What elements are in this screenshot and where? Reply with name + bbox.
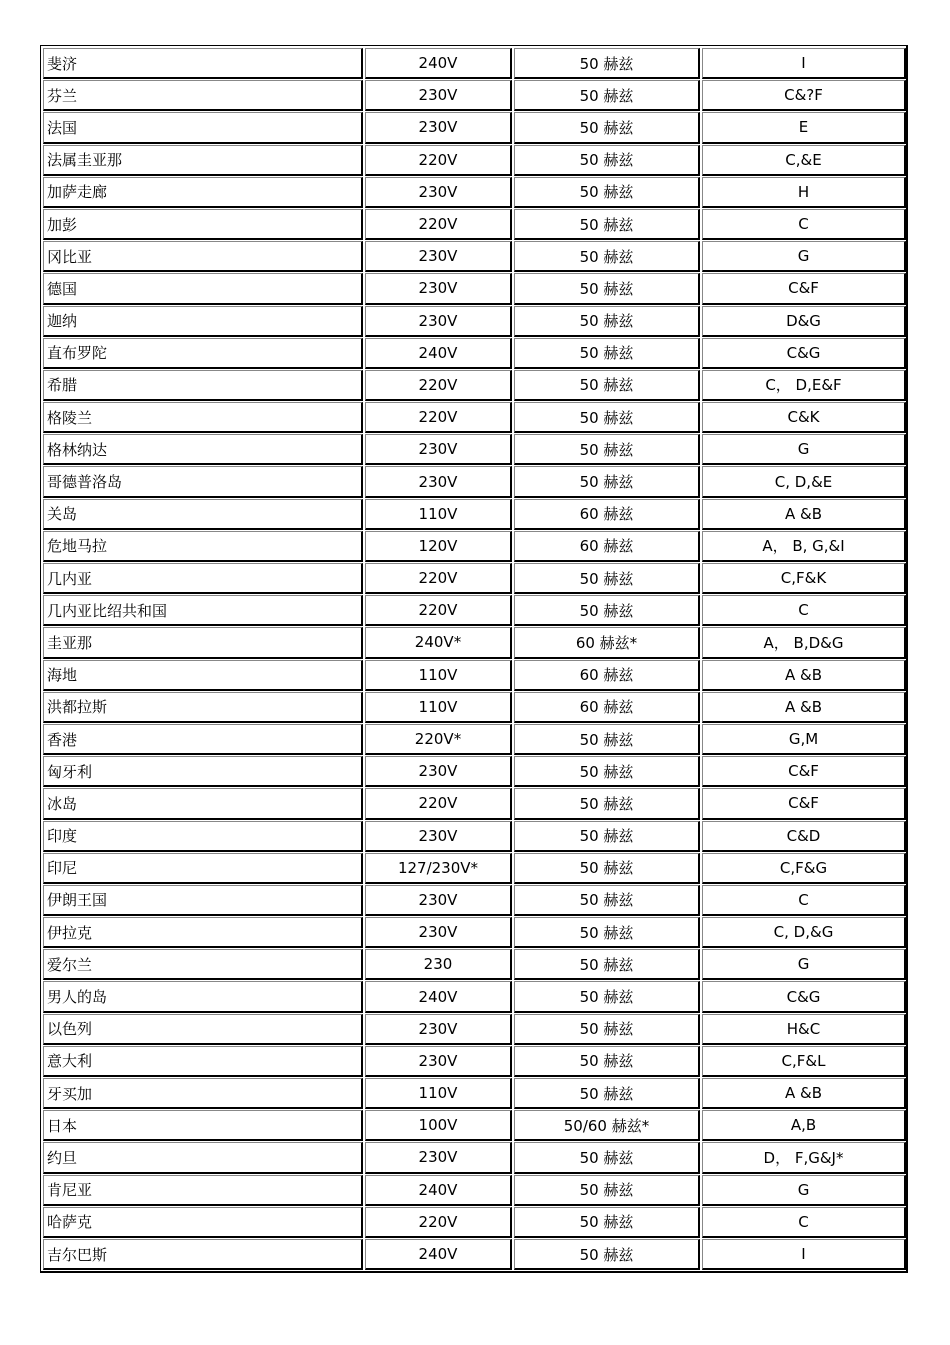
voltage-cell: 220V xyxy=(365,1207,512,1238)
country-cell: 直布罗陀 xyxy=(43,338,363,369)
country-cell: 牙买加 xyxy=(43,1078,363,1109)
table-row xyxy=(43,498,906,530)
voltage-cell: 110V xyxy=(365,499,512,530)
table-row xyxy=(43,562,906,594)
plug-type-cell: C,&E xyxy=(702,145,906,176)
table-row xyxy=(43,1238,906,1270)
plug-type-cell: C xyxy=(702,1207,906,1238)
frequency-cell: 50 赫兹 xyxy=(514,1078,700,1109)
country-cell: 意大利 xyxy=(43,1046,363,1077)
frequency-cell: 50 赫兹 xyxy=(514,241,700,272)
voltage-cell: 230V xyxy=(365,917,512,948)
frequency-cell: 50 赫兹 xyxy=(514,112,700,143)
table-row xyxy=(43,337,906,369)
frequency-cell: 50 赫兹 xyxy=(514,917,700,948)
frequency-cell: 60 赫兹 xyxy=(514,531,700,562)
country-cell: 吉尔巴斯 xyxy=(43,1239,363,1270)
plug-type-cell: G xyxy=(702,241,906,272)
table-row xyxy=(43,1077,906,1109)
country-cell: 哈萨克 xyxy=(43,1207,363,1238)
country-cell: 伊拉克 xyxy=(43,917,363,948)
plug-type-cell: A &B xyxy=(702,499,906,530)
table-row xyxy=(43,79,906,111)
country-cell: 加萨走廊 xyxy=(43,177,363,208)
country-cell: 关岛 xyxy=(43,499,363,530)
frequency-cell: 50 赫兹 xyxy=(514,1014,700,1045)
frequency-cell: 50 赫兹 xyxy=(514,434,700,465)
table-row xyxy=(43,884,906,916)
plug-type-cell: C&F xyxy=(702,788,906,819)
voltage-cell: 220V* xyxy=(365,724,512,755)
voltage-cell: 127/230V* xyxy=(365,853,512,884)
frequency-cell: 60 赫兹 xyxy=(514,692,700,723)
voltage-cell: 240V* xyxy=(365,627,512,658)
plug-type-cell: C xyxy=(702,595,906,626)
plug-type-cell: C&F xyxy=(702,273,906,304)
table-row xyxy=(43,369,906,401)
plug-type-cell: C, D,&G xyxy=(702,917,906,948)
country-cell: 格林纳达 xyxy=(43,434,363,465)
plug-type-cell: C, D,&E xyxy=(702,466,906,497)
frequency-cell: 50 赫兹 xyxy=(514,756,700,787)
frequency-cell: 50 赫兹 xyxy=(514,885,700,916)
voltage-cell: 110V xyxy=(365,1078,512,1109)
plug-type-cell: C&?F xyxy=(702,80,906,111)
country-cell: 日本 xyxy=(43,1110,363,1141)
table-row xyxy=(43,852,906,884)
country-cell: 芬兰 xyxy=(43,80,363,111)
country-cell: 德国 xyxy=(43,273,363,304)
table-row xyxy=(43,465,906,497)
country-cell: 法国 xyxy=(43,112,363,143)
table-row xyxy=(43,755,906,787)
voltage-cell: 100V xyxy=(365,1110,512,1141)
voltage-cell: 220V xyxy=(365,145,512,176)
country-cell: 以色列 xyxy=(43,1014,363,1045)
plug-type-cell: G xyxy=(702,434,906,465)
plug-type-cell: I xyxy=(702,1239,906,1270)
table-row xyxy=(43,401,906,433)
voltage-cell: 110V xyxy=(365,660,512,691)
table-row xyxy=(43,176,906,208)
frequency-cell: 50 赫兹 xyxy=(514,370,700,401)
plug-type-cell: A， B, G,&I xyxy=(702,531,906,562)
voltage-cell: 230V xyxy=(365,434,512,465)
voltage-cell: 230V xyxy=(365,306,512,337)
table-row xyxy=(43,272,906,304)
frequency-cell: 50 赫兹 xyxy=(514,949,700,980)
country-cell: 危地马拉 xyxy=(43,531,363,562)
frequency-cell: 50 赫兹 xyxy=(514,724,700,755)
table-row xyxy=(43,787,906,819)
voltage-table xyxy=(40,45,908,1273)
frequency-cell: 60 赫兹* xyxy=(514,627,700,658)
voltage-cell: 220V xyxy=(365,563,512,594)
plug-type-cell: G,M xyxy=(702,724,906,755)
country-cell: 印度 xyxy=(43,821,363,852)
table-row xyxy=(43,111,906,143)
country-cell: 法属圭亚那 xyxy=(43,145,363,176)
frequency-cell: 50 赫兹 xyxy=(514,338,700,369)
table-row xyxy=(43,691,906,723)
voltage-cell: 230V xyxy=(365,756,512,787)
country-cell: 海地 xyxy=(43,660,363,691)
country-cell: 圭亚那 xyxy=(43,627,363,658)
voltage-cell: 230 xyxy=(365,949,512,980)
frequency-cell: 50 赫兹 xyxy=(514,177,700,208)
plug-type-cell: A &B xyxy=(702,1078,906,1109)
frequency-cell: 50 赫兹 xyxy=(514,853,700,884)
country-cell: 几内亚 xyxy=(43,563,363,594)
country-cell: 肯尼亚 xyxy=(43,1175,363,1206)
frequency-cell: 60 赫兹 xyxy=(514,499,700,530)
frequency-cell: 60 赫兹 xyxy=(514,660,700,691)
plug-type-cell: A &B xyxy=(702,692,906,723)
voltage-cell: 220V xyxy=(365,209,512,240)
voltage-cell: 230V xyxy=(365,80,512,111)
plug-type-cell: C&G xyxy=(702,981,906,1012)
country-cell: 加彭 xyxy=(43,209,363,240)
frequency-cell: 50 赫兹 xyxy=(514,273,700,304)
frequency-cell: 50 赫兹 xyxy=(514,1142,700,1173)
plug-type-cell: C,F&K xyxy=(702,563,906,594)
frequency-cell: 50 赫兹 xyxy=(514,1207,700,1238)
voltage-cell: 110V xyxy=(365,692,512,723)
voltage-cell: 240V xyxy=(365,981,512,1012)
country-cell: 几内亚比绍共和国 xyxy=(43,595,363,626)
country-cell: 匈牙利 xyxy=(43,756,363,787)
table-row xyxy=(43,1206,906,1238)
plug-type-cell: C&K xyxy=(702,402,906,433)
table-row xyxy=(43,208,906,240)
voltage-cell: 230V xyxy=(365,1046,512,1077)
plug-type-cell: A,B xyxy=(702,1110,906,1141)
voltage-cell: 240V xyxy=(365,48,512,79)
plug-type-cell: I xyxy=(702,48,906,79)
frequency-cell: 50 赫兹 xyxy=(514,1046,700,1077)
country-cell: 迦纳 xyxy=(43,306,363,337)
country-cell: 冰岛 xyxy=(43,788,363,819)
country-cell: 印尼 xyxy=(43,853,363,884)
voltage-cell: 230V xyxy=(365,466,512,497)
country-cell: 香港 xyxy=(43,724,363,755)
voltage-cell: 230V xyxy=(365,273,512,304)
plug-type-cell: A， B,D&G xyxy=(702,627,906,658)
country-cell: 洪都拉斯 xyxy=(43,692,363,723)
voltage-cell: 230V xyxy=(365,112,512,143)
plug-type-cell: C&G xyxy=(702,338,906,369)
table-row xyxy=(43,1013,906,1045)
plug-type-cell: H&C xyxy=(702,1014,906,1045)
country-cell: 男人的岛 xyxy=(43,981,363,1012)
table-row xyxy=(43,1109,906,1141)
plug-type-cell: H xyxy=(702,177,906,208)
table-row xyxy=(43,144,906,176)
country-cell: 哥德普洛岛 xyxy=(43,466,363,497)
frequency-cell: 50 赫兹 xyxy=(514,402,700,433)
plug-type-cell: G xyxy=(702,1175,906,1206)
voltage-cell: 230V xyxy=(365,885,512,916)
frequency-cell: 50 赫兹 xyxy=(514,821,700,852)
voltage-cell: 120V xyxy=(365,531,512,562)
plug-type-cell: C xyxy=(702,885,906,916)
plug-type-cell: D， F,G&J* xyxy=(702,1142,906,1173)
voltage-cell: 230V xyxy=(365,821,512,852)
frequency-cell: 50 赫兹 xyxy=(514,1239,700,1270)
frequency-cell: 50 赫兹 xyxy=(514,80,700,111)
table-row xyxy=(43,47,906,79)
table-row xyxy=(43,1141,906,1173)
table-row xyxy=(43,723,906,755)
frequency-cell: 50 赫兹 xyxy=(514,788,700,819)
table-row xyxy=(43,659,906,691)
plug-type-cell: C xyxy=(702,209,906,240)
plug-type-cell: A &B xyxy=(702,660,906,691)
frequency-cell: 50 赫兹 xyxy=(514,981,700,1012)
table-row xyxy=(43,1174,906,1206)
table-row xyxy=(43,820,906,852)
frequency-cell: 50 赫兹 xyxy=(514,145,700,176)
country-cell: 斐济 xyxy=(43,48,363,79)
frequency-cell: 50/60 赫兹* xyxy=(514,1110,700,1141)
table-row xyxy=(43,594,906,626)
plug-type-cell: E xyxy=(702,112,906,143)
country-cell: 约旦 xyxy=(43,1142,363,1173)
voltage-cell: 230V xyxy=(365,1014,512,1045)
voltage-cell: 240V xyxy=(365,1175,512,1206)
table-row xyxy=(43,916,906,948)
table-row xyxy=(43,1045,906,1077)
voltage-cell: 220V xyxy=(365,788,512,819)
voltage-cell: 240V xyxy=(365,1239,512,1270)
frequency-cell: 50 赫兹 xyxy=(514,595,700,626)
voltage-cell: 240V xyxy=(365,338,512,369)
voltage-cell: 230V xyxy=(365,1142,512,1173)
frequency-cell: 50 赫兹 xyxy=(514,306,700,337)
plug-type-cell: G xyxy=(702,949,906,980)
voltage-cell: 230V xyxy=(365,177,512,208)
plug-type-cell: C&D xyxy=(702,821,906,852)
table-row xyxy=(43,948,906,980)
country-cell: 冈比亚 xyxy=(43,241,363,272)
plug-type-cell: C,F&L xyxy=(702,1046,906,1077)
table-row xyxy=(43,305,906,337)
frequency-cell: 50 赫兹 xyxy=(514,1175,700,1206)
voltage-cell: 220V xyxy=(365,370,512,401)
frequency-cell: 50 赫兹 xyxy=(514,48,700,79)
frequency-cell: 50 赫兹 xyxy=(514,563,700,594)
plug-type-cell: C， D,E&F xyxy=(702,370,906,401)
table-row xyxy=(43,980,906,1012)
voltage-cell: 230V xyxy=(365,241,512,272)
voltage-cell: 220V xyxy=(365,595,512,626)
plug-type-cell: C&F xyxy=(702,756,906,787)
table-row xyxy=(43,240,906,272)
frequency-cell: 50 赫兹 xyxy=(514,209,700,240)
country-cell: 爱尔兰 xyxy=(43,949,363,980)
plug-type-cell: C,F&G xyxy=(702,853,906,884)
country-cell: 格陵兰 xyxy=(43,402,363,433)
country-cell: 希腊 xyxy=(43,370,363,401)
table-row xyxy=(43,530,906,562)
table-row xyxy=(43,626,906,658)
voltage-cell: 220V xyxy=(365,402,512,433)
frequency-cell: 50 赫兹 xyxy=(514,466,700,497)
plug-type-cell: D&G xyxy=(702,306,906,337)
table-row xyxy=(43,433,906,465)
country-cell: 伊朗王国 xyxy=(43,885,363,916)
